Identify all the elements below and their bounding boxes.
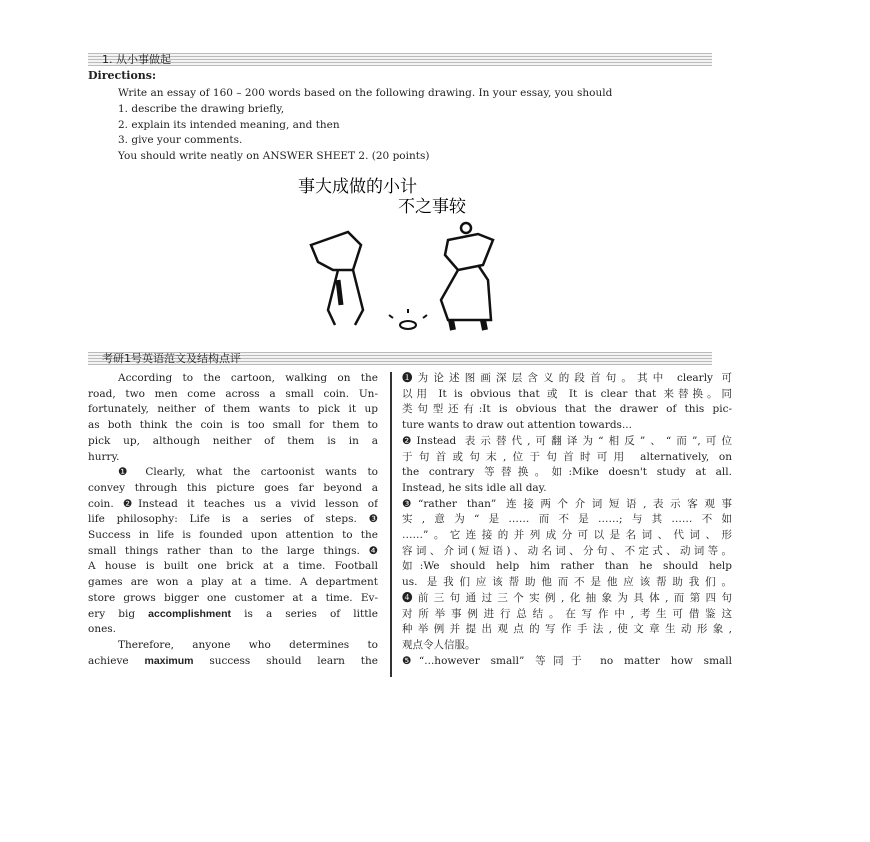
essay-line: small things rather than to the large things. ❹ — [88, 544, 378, 557]
commentary-line: the contrary 等替换。如:Mike doesn't study at all. — [402, 466, 732, 479]
cartoon-caption-2: 不之事较 — [398, 197, 466, 217]
commentary-line: 类句型还有:It is obvious that the drawer of this pic- — [402, 403, 732, 416]
column-divider — [390, 372, 392, 677]
commentary-line: 如:We should help him rather than he should help — [402, 560, 732, 573]
bold-word: accomplishment — [148, 607, 232, 620]
essay-line: Therefore, anyone who determines to — [118, 638, 378, 651]
commentary-line: ture wants to draw out attention towards... — [402, 419, 632, 432]
directions-line: 3. give your comments. — [118, 134, 243, 147]
commentary-line: 于句首或句末,位于句首时可用 alternatively, on — [402, 450, 732, 463]
directions-line: 1. describe the drawing briefly, — [118, 102, 285, 115]
cartoon-illustration — [293, 170, 503, 335]
essay-line: Success in life is founded upon attention to the — [88, 529, 378, 541]
directions-label: Directions: — [88, 69, 157, 82]
essay-line: hurry. — [88, 450, 120, 463]
commentary-line: 观点令人信服。 — [402, 638, 476, 651]
commentary-line: ❹前三句通过三个实例,化抽象为具体,而第四句 — [402, 591, 732, 604]
directions-line: Write an essay of 160 – 200 words based on the following drawing. In your essay, you should — [118, 87, 613, 99]
cartoon-caption-1: 事大成做的小计 — [298, 177, 417, 197]
essay-line: ery big accomplishment is a series of little — [88, 607, 378, 620]
essay-line: games are won a play at a time. A department — [88, 576, 378, 589]
directions-line: 2. explain its intended meaning, and then — [118, 118, 340, 131]
essay-line: store grows bigger one customer at a time. Ev- — [88, 591, 378, 604]
section-header-bar — [88, 53, 712, 66]
essay-line: pick up, although neither of them is in a — [88, 434, 378, 447]
essay-line: road, two men come across a small coin. Un- — [88, 387, 378, 400]
commentary-line: 实,意为“是……而不是……;与其……不如 — [402, 513, 732, 526]
commentary-line: ……”。它连接的并列成分可以是名词、代词、形 — [402, 529, 732, 541]
essay-line: achieve maximum success should learn the — [88, 654, 378, 667]
commentary-line: ❺“...however small” 等同于 no matter how small — [402, 654, 732, 667]
essay-line: life philosophy: Life is a series of steps. ❸ — [88, 513, 378, 526]
directions-line: You should write neatly on ANSWER SHEET 2. (20 points) — [118, 150, 430, 163]
commentary-line: ❶为论述图画深层含义的段首句。其中 clearly 可 — [402, 372, 732, 384]
essay-line: A house is built one brick at a time. Football — [88, 560, 378, 573]
essay-line: ❶ Clearly, what the cartoonist wants to — [118, 466, 378, 479]
essay-line: fortunately, neither of them wants to pick it up — [88, 403, 378, 416]
commentary-line: ❸“rather than” 连接两个介词短语,表示客观事 — [402, 497, 732, 510]
commentary-line: 容词、介词(短语)、动名词、分句、不定式、动词等。 — [402, 544, 732, 557]
essay-line: convey through this picture goes far beyond a — [88, 481, 378, 494]
essay-line: as both think the coin is too small for them to — [88, 419, 378, 432]
man-right — [441, 223, 493, 330]
section-title-2: 考研1号英语范文及结构点评 — [102, 352, 241, 365]
commentary-line: 种举例并提出观点的写作手法,使文章生动形象, — [402, 623, 732, 636]
commentary-line: 以用 It is obvious that 或 It is clear that 来替换。同 — [402, 387, 732, 400]
bold-word: maximum — [144, 654, 194, 667]
commentary-line: Instead, he sits idle all day. — [402, 481, 547, 494]
coin — [389, 309, 427, 329]
essay-line: According to the cartoon, walking on the — [118, 372, 378, 384]
commentary-line: 对所举事例进行总结。在写作中,考生可借鉴这 — [402, 607, 732, 620]
commentary-line: us. 是我们应该帮助他而不是他应该帮助我们。 — [402, 576, 732, 589]
section-title: 1. 从小事做起 — [102, 53, 171, 66]
essay-line: ones. — [88, 623, 117, 636]
commentary-line: ❷Instead 表示替代,可翻译为“相反”、“而”,可位 — [402, 434, 732, 447]
section-header-bar-2 — [88, 352, 712, 365]
man-left — [311, 232, 363, 325]
essay-line: coin. ❷Instead it teaches us a vivid lesson of — [88, 497, 378, 510]
